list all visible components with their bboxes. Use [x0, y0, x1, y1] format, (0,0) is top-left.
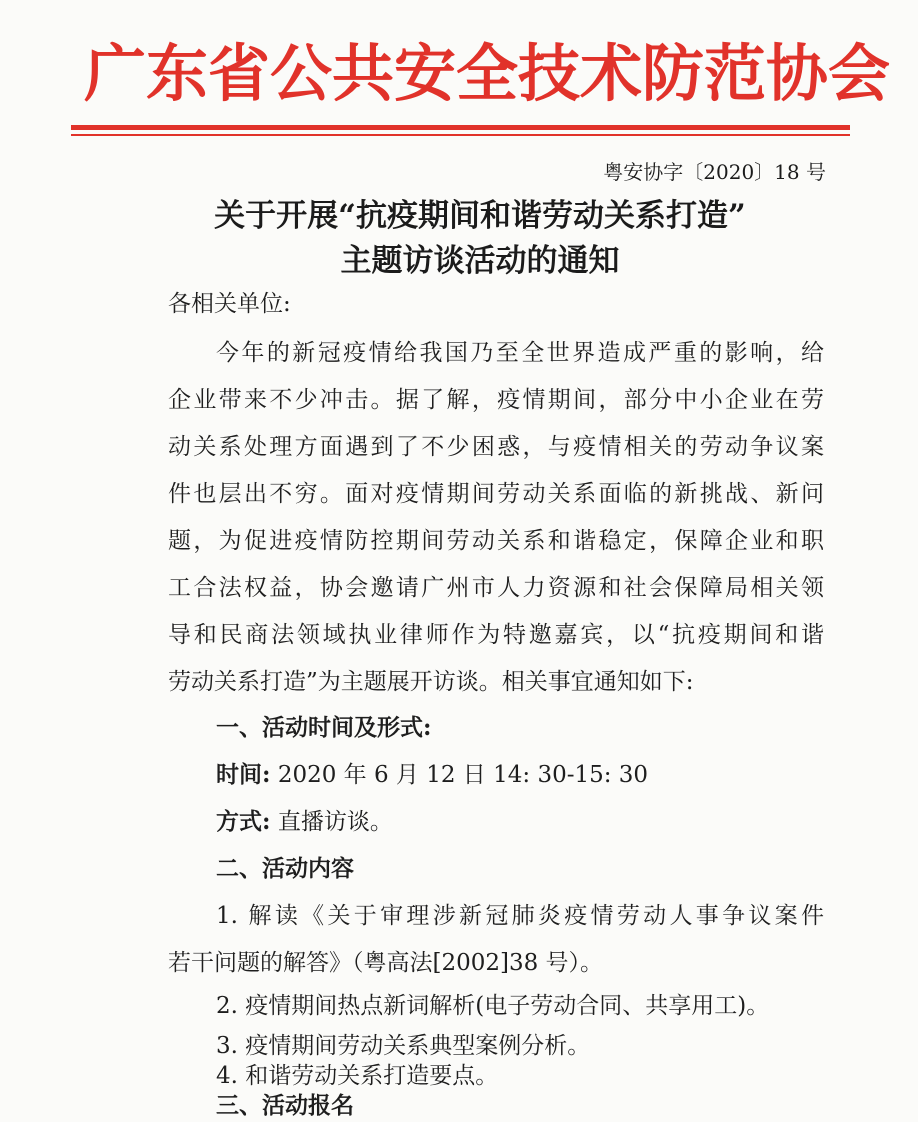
intro-line: 今年的新冠疫情给我国乃至全世界造成严重的影响，给: [216, 340, 824, 366]
intro-line: 企业带来不少冲击。据了解，疫情期间，部分中小企业在劳: [168, 387, 824, 413]
organization-name: 广东省公共安全技术防范协会: [84, 37, 891, 110]
header-rule-thin: [71, 134, 850, 136]
intro-line: 题，为促进疫情防控期间劳动关系和谐稳定，保障企业和职: [168, 528, 824, 554]
intro-line: 导和民商法领域执业律师作为特邀嘉宾，以“抗疫期间和谐: [168, 622, 824, 648]
header-rule-thick: [71, 125, 850, 130]
event-format: [216, 806, 393, 838]
intro-line: 劳动关系打造”为主题展开访谈。相关事宜通知如下:: [168, 669, 694, 695]
intro-line: 件也层出不穷。面对疫情期间劳动关系面临的新挑战、新问: [168, 481, 824, 507]
intro-line: 工合法权益，协会邀请广州市人力资源和社会保障局相关领: [168, 575, 824, 601]
event-time-label: 时间:: [216, 761, 271, 788]
content-item-4: 4. 和谐劳动关系打造要点。: [216, 1063, 499, 1089]
event-format-value: 直播访谈。: [277, 809, 393, 835]
content-item-1-continued: 若干问题的解答》（粤高法[2002]38 号）。: [168, 950, 604, 976]
content-item-1: 1. 解读《关于审理涉新冠肺炎疫情劳动人事争议案件: [216, 903, 824, 929]
event-time: [216, 759, 648, 791]
notice-title-line-2: 主题访谈活动的通知: [340, 243, 620, 279]
content-item-2: 2. 疫情期间热点新词解析(电子劳动合同、共享用工)。: [216, 993, 770, 1019]
content-item-3: 3. 疫情期间劳动关系典型案例分析。: [216, 1033, 591, 1059]
section-3-heading: 三、活动报名: [216, 1092, 354, 1119]
salutation: 各相关单位:: [168, 291, 291, 317]
event-format-label: 方式:: [216, 808, 271, 835]
event-time-value: 2020 年 6 月 12 日 14: 30-15: 30: [277, 762, 649, 788]
section-2-heading: 二、活动内容: [216, 855, 354, 882]
notice-title-line-1: 关于开展“抗疫期间和谐劳动关系打造”: [214, 198, 746, 234]
section-1-heading: 一、活动时间及形式:: [216, 714, 432, 741]
intro-line: 动关系处理方面遇到了不少困惑，与疫情相关的劳动争议案: [168, 434, 824, 460]
document-number: 粤安协字〔2020〕18 号: [603, 160, 826, 184]
